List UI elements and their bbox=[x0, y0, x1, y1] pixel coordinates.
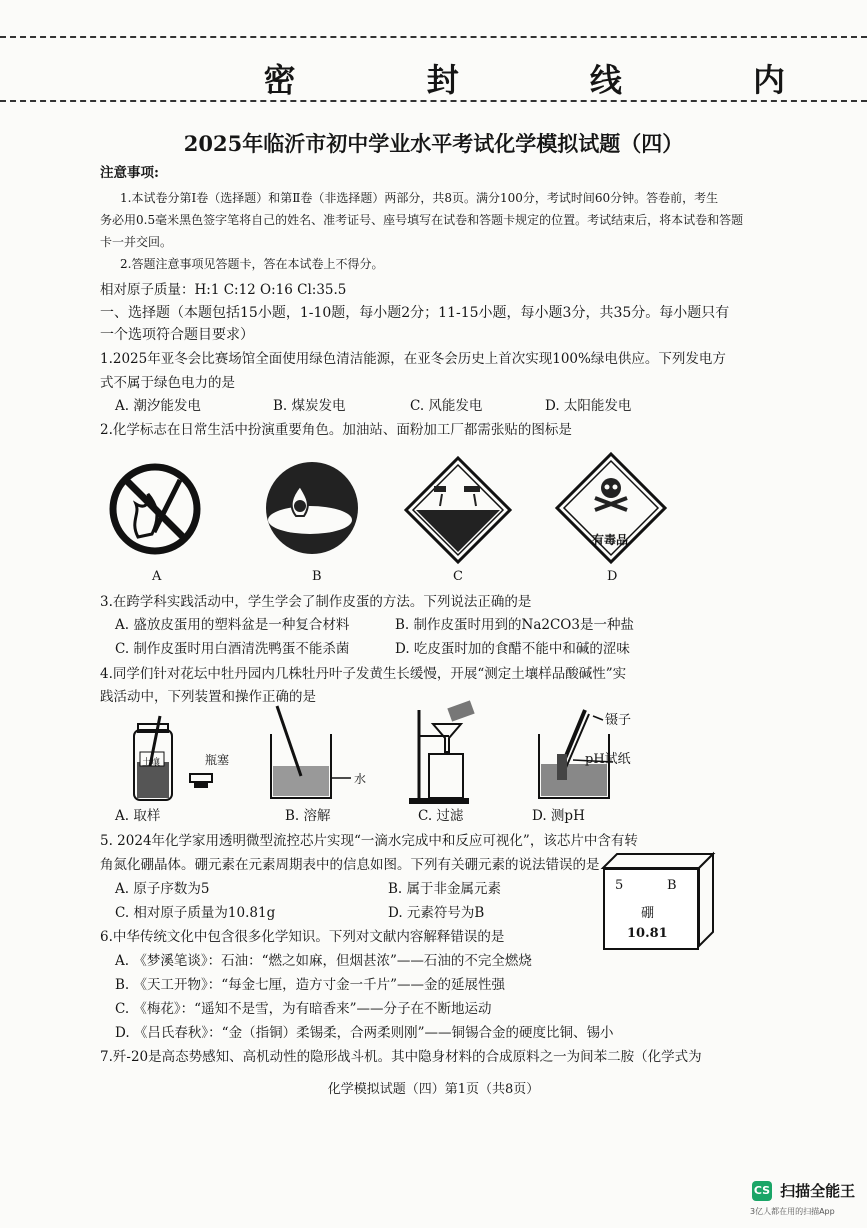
element-number: 5 bbox=[615, 878, 624, 893]
q5-option-c: C. 相对原子质量为10.81g bbox=[115, 905, 276, 921]
q3-option-c: C. 制作皮蛋时用白酒清洗鸭蛋不能杀菌 bbox=[115, 641, 350, 657]
scanner-tagline: 3亿人都在用的扫描App bbox=[750, 1207, 835, 1216]
page-footer: 化学模拟试题（四）第1页（共8页） bbox=[327, 1082, 540, 1097]
section1-line1: 一、选择题（本题包括15小题，1-10题，每小题2分；11-15小题，每小题3分，共35分。每小题只有 bbox=[100, 305, 730, 321]
notice-item1-line2: 务必用0.5毫米黑色签字笔将自己的姓名、准考证号、座号填写在试卷和答题卡规定的位置。考试结束后，将本试卷和答题 bbox=[100, 213, 744, 227]
q6-option-b: B. 《天工开物》：“每金七厘，造方寸金一千片”——金的延展性强 bbox=[115, 977, 506, 993]
q2-stem: 2.化学标志在日常生活中扮演重要角色。加油站、面粉加工厂都需张贴的图标是 bbox=[100, 422, 572, 438]
toxic-sign-label: 有毒品 bbox=[592, 533, 629, 547]
filtration-apparatus-icon bbox=[405, 700, 490, 810]
tweezers-label: 镊子 bbox=[605, 713, 632, 728]
notice-item1-line1: 1.本试卷分第Ⅰ卷（选择题）和第Ⅱ卷（非选择题）两部分，共8页。满分100分，考试时间60分钟。答卷前，考生 bbox=[120, 191, 719, 205]
q3-option-a: A. 盛放皮蛋用的塑料盆是一种复合材料 bbox=[115, 617, 350, 633]
exam-title: 2025年临沂市初中学业水平考试化学模拟试题（四） bbox=[183, 131, 684, 156]
no-smoking-no-fire-sign-icon bbox=[108, 462, 203, 557]
ph-paper-label: pH试纸 bbox=[585, 752, 631, 767]
section1-line2: 一个选项符合题目要求） bbox=[100, 327, 254, 343]
q6-option-c: C. 《梅花》：“遥知不是雪，为有暗香来”——分子在不断地运动 bbox=[115, 1001, 492, 1017]
corrosive-sign-icon bbox=[404, 456, 512, 564]
q5-option-a: A. 原子序数为5 bbox=[115, 881, 210, 897]
notice-item1-line3: 卡一并交回。 bbox=[100, 235, 173, 249]
atomic-mass-line: 相对原子质量：H:1 C:12 O:16 Cl:35.5 bbox=[100, 282, 347, 298]
q6-option-d: D. 《吕氏春秋》：“金（指铜）柔锡柔，合两柔则刚”——铜锡合金的硬度比铜、锡小 bbox=[115, 1025, 614, 1041]
seal-line-text: 密 封 线 内 bbox=[263, 61, 845, 99]
top-dashed-line bbox=[0, 36, 867, 38]
q5-option-d: D. 元素符号为B bbox=[388, 905, 485, 921]
q3-option-b: B. 制作皮蛋时用到的Na2CO3是一种盐 bbox=[395, 617, 634, 633]
q5-stem-line1: 5. 2024年化学家用透明微型流控芯片实现“一滴水完成中和反应可视化”，该芯片中含有转 bbox=[100, 833, 638, 849]
q1-option-b: B. 煤炭发电 bbox=[273, 398, 346, 414]
notice-heading: 注意事项: bbox=[100, 165, 159, 181]
q1-option-a: A. 潮汐能发电 bbox=[115, 398, 201, 414]
dissolving-beaker-apparatus-icon bbox=[265, 706, 375, 806]
q7-stem: 7.歼-20是高态势感知、高机动性的隐形战斗机。其中隐身材料的合成原料之一为间苯二胺（化学式为 bbox=[100, 1049, 702, 1065]
q5-option-b: B. 属于非金属元素 bbox=[388, 881, 502, 897]
element-mass: 10.81 bbox=[627, 926, 668, 941]
q1-stem-line2: 式不属于绿色电力的是 bbox=[100, 375, 235, 391]
q4-option-d: D. 测pH bbox=[532, 808, 585, 824]
water-reactive-sign-icon bbox=[262, 458, 362, 558]
seal-dashed-line bbox=[0, 100, 867, 102]
element-name: 硼 bbox=[641, 906, 655, 921]
q6-stem: 6.中华传统文化中包含很多化学知识。下列对文献内容解释错误的是 bbox=[100, 929, 505, 945]
q4-option-a: A. 取样 bbox=[115, 808, 161, 824]
boron-element-card bbox=[603, 868, 699, 950]
notice-item2: 2.答题注意事项见答题卡，答在本试卷上不得分。 bbox=[120, 257, 384, 271]
camscanner-logo-icon: CS bbox=[752, 1181, 772, 1201]
q1-stem-line1: 1.2025年亚冬会比赛场馆全面使用绿色清洁能源，在亚冬会历史上首次实现100%绿电供应。下列发电方 bbox=[100, 351, 726, 367]
scanner-watermark bbox=[752, 1180, 855, 1201]
element-symbol: B bbox=[667, 878, 677, 893]
q2-label-a: A bbox=[152, 569, 162, 584]
q4-option-b: B. 溶解 bbox=[285, 808, 331, 824]
q6-option-a: A. 《梦溪笔谈》：石油：“燃之如麻，但烟甚浓”——石油的不完全燃烧 bbox=[115, 953, 532, 969]
q1-option-d: D. 太阳能发电 bbox=[545, 398, 632, 414]
stopper-label: 瓶塞 bbox=[205, 753, 230, 767]
scanner-app-name: 扫描全能王 bbox=[780, 1182, 856, 1200]
q4-stem-line1: 4.同学们针对花坛中牡丹园内几株牡丹叶子发黄生长缓慢，开展“测定土壤样品酸碱性”实 bbox=[100, 666, 627, 682]
water-label: 水 bbox=[354, 772, 367, 786]
q3-stem: 3.在跨学科实践活动中，学生学会了制作皮蛋的方法。下列说法正确的是 bbox=[100, 594, 532, 610]
q2-label-b: B bbox=[312, 569, 322, 584]
q2-label-c: C bbox=[453, 569, 463, 584]
q4-option-c: C. 过滤 bbox=[418, 808, 464, 824]
q1-option-c: C. 风能发电 bbox=[410, 398, 483, 414]
soil-label: 土壤 bbox=[142, 758, 161, 768]
q2-label-d: D bbox=[607, 569, 618, 584]
q4-stem-line2: 践活动中，下列装置和操作正确的是 bbox=[100, 689, 316, 705]
q3-option-d: D. 吃皮蛋时加的食醋不能中和碱的涩味 bbox=[395, 641, 630, 657]
q5-stem-line2: 角氮化硼晶体。硼元素在元素周期表中的信息如图。下列有关硼元素的说法错误的是 bbox=[100, 857, 600, 873]
